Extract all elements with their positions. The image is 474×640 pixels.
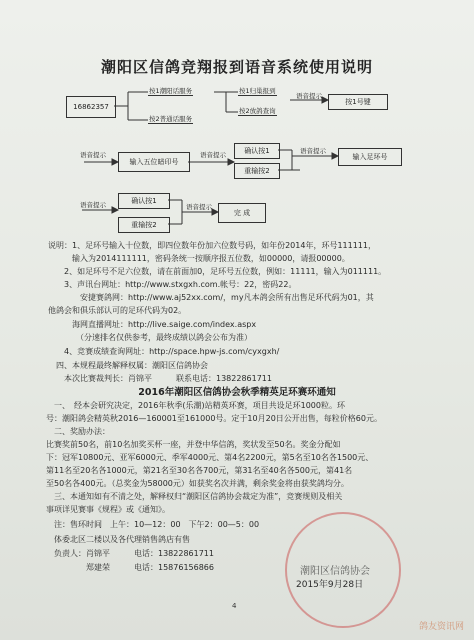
- body-line: 四、本规程最终解释权属：潮阳区信鸽协会: [48, 361, 208, 370]
- body-line: 本次比赛裁判长：肖锦平 联系电话：13822861711: [48, 374, 272, 383]
- press2-service-label: 按2普通话服务: [149, 115, 193, 123]
- notice-line: 比赛奖前50名，前10名加奖买杯一座，并登中华信鸽，奖状发至50名。奖金分配如: [46, 440, 341, 449]
- body-line: 说明：1、足环号输入十位数，即四位数年份加六位数号码，如年份2014年，环号111111，: [48, 241, 376, 250]
- press1-key-box: 按1号键: [328, 94, 388, 110]
- voice-prompt-label-2: 语音提示: [80, 151, 106, 159]
- notice-line: 三、本通知如有不清之处，解释权归“潮阳区信鸽协会裁定为准”，竞赛规则及相关: [46, 492, 343, 501]
- voice-prompt-label-1: 语音提示: [296, 92, 322, 100]
- notice-line: 至50名各400元。（总奖金为58000元）如获奖名次并满，剩余奖金将由获奖鸽均分。: [46, 479, 349, 488]
- notice-line: 负责人：肖锦平 电话：13822861711: [46, 549, 214, 558]
- voice-prompt-label-5: 语音提示: [80, 201, 106, 209]
- body-line: 安捷赛鸽网：http://www.aj52xx.com/，my凡本鸽会所有出售足环代码为01，其: [48, 293, 374, 302]
- notice-line: 第11名至20名各1000元，第21名至30名各700元，第31名至40名各500元，第41名: [46, 466, 353, 475]
- document-title: 潮阳区信鸽竞翔报到语音系统使用说明: [100, 58, 373, 76]
- body-line: 他鸽会和俱乐部认可的足环代码为02。: [48, 306, 187, 315]
- body-line: （分速排名仅供参考，最终成绩以鸽会公布为准）: [48, 333, 252, 342]
- body-line: 2、如足环号不足六位数，请在前面加0，足环号五位数，例如：11111，输入为011111。: [48, 267, 387, 276]
- seal-text: 潮阳区信鸽协会: [300, 566, 370, 577]
- done-box: 完 成: [218, 203, 266, 223]
- body-line: 输入为2014111111，密码条统一按顺序报五位数，如00000，请报00000。: [48, 254, 350, 263]
- notice-line: 一、 经本会研究决定，2016年秋季(乐潮)站精英环赛，项目共设足环1000粒。环: [46, 401, 345, 410]
- watermark: 鸽友资讯网: [418, 622, 464, 632]
- notice-line: 号：潮阳鸽会精英秋2016—160001至161000号。定于10月20日公开出售，每粒价格60元。: [46, 414, 382, 423]
- confirm1-box-a: 确认按1: [234, 143, 280, 159]
- body-line: 4、竞赛成绩查询网址：http://space.hpw-js.com/cyxgxh/: [48, 347, 280, 356]
- press2-query-label: 按2放鸽查询: [239, 107, 276, 115]
- voice-prompt-label-6: 语音提示: [186, 203, 212, 211]
- input-5digit-box: 输入五位暗印号: [118, 152, 190, 172]
- page-number: 4: [232, 602, 237, 610]
- notice-title: 2016年潮阳区信鸽协会秋季精英足环赛环通知: [138, 387, 336, 398]
- input-ring-box: 输入足环号: [338, 148, 402, 166]
- notice-line: 体委北区二楼以及各代理销售鸽店有售: [46, 535, 190, 544]
- voice-prompt-label-3: 语音提示: [200, 151, 226, 159]
- body-line: 3、声讯台网址：http://www.stxgxh.com.帐号：22，密码22。: [48, 280, 297, 289]
- reenter2-box-a: 重输按2: [234, 163, 280, 179]
- notice-line: 下：冠军10800元、亚军6000元、季军4000元、第4名2200元，第5名至10名各1500元、: [46, 453, 374, 462]
- notice-line: 二、奖励办法：: [46, 427, 110, 436]
- press1-service-label: 按1潮阳话服务: [149, 87, 193, 95]
- notice-line: 郑建荣 电话：15876156866: [46, 563, 214, 572]
- notice-line: 事项详见赛事《规程》或《通知》。: [46, 505, 170, 514]
- reenter2-box-b: 重输按2: [118, 217, 170, 233]
- voice-prompt-label-4: 语音提示: [300, 147, 326, 155]
- body-line: 海网直播网址：http://live.saige.com/index.aspx: [48, 320, 257, 329]
- phone-number-box: 16862357: [66, 96, 116, 118]
- notice-line: 注：售环时间 上午：10—12：00 下午2：00—5：00: [46, 520, 260, 529]
- press1-report-label: 按1归巢报到: [239, 87, 276, 95]
- seal-date: 2015年9月28日: [296, 580, 364, 590]
- confirm1-box-b: 确认按1: [118, 193, 170, 209]
